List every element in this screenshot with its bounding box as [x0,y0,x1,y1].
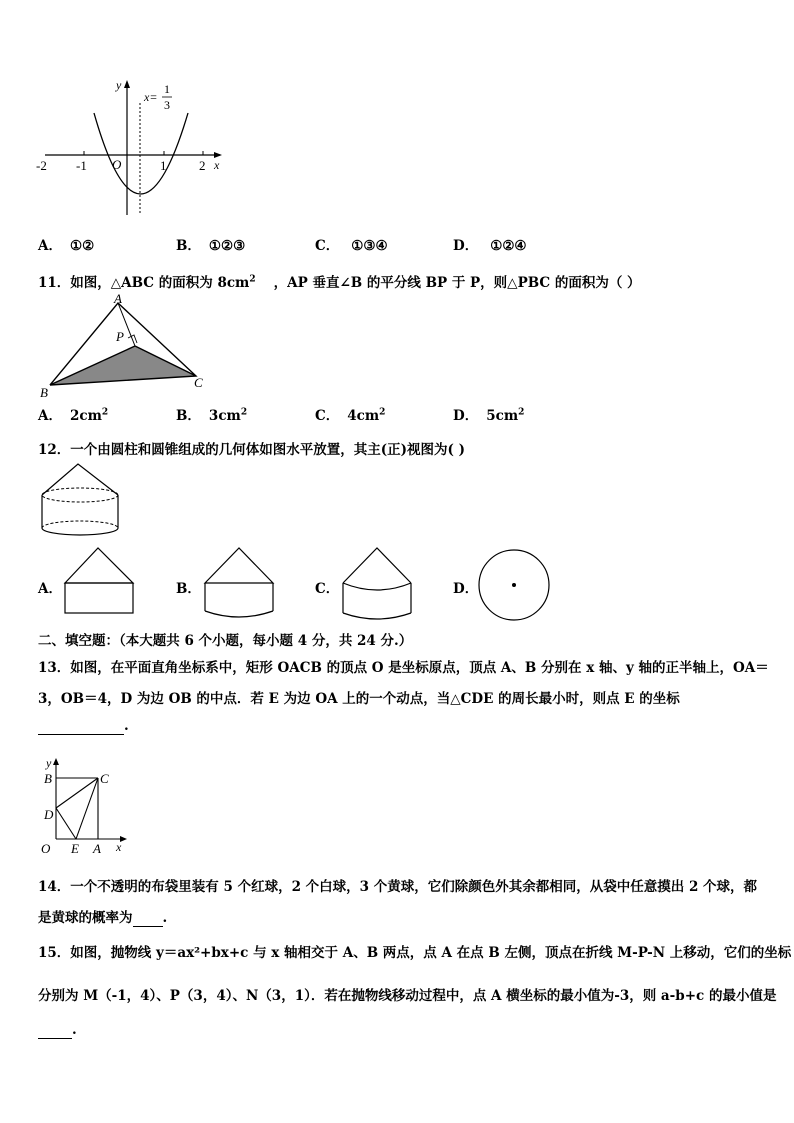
label-p: P [116,329,124,344]
option-letter: A． [38,238,62,254]
fig13-b: B [44,771,52,786]
option-b-figure[interactable] [202,545,277,620]
q14-blank[interactable] [133,910,163,927]
q14-line1: 14．一个不透明的布袋里装有 5 个红球，2 个白球，3 个黄球，它们除颜色外其余都相同，从袋中任意摸出 2 个球，都 [38,879,758,895]
q11-question: 11．如图，△ABC 的面积为 $8cm^2$ ，AP 垂直∠B 的平分线 BP 于 P，则△PBC 的面积为（ ） [38,274,641,291]
option-a-figure[interactable] [62,545,137,617]
graph-origin-label: O [112,157,122,172]
fig13-o: O [41,841,51,855]
q10-option-a[interactable] [38,234,94,254]
q12-option-c-label[interactable]: C． [315,581,340,597]
symmetry-label-den: 3 [164,98,170,112]
graph-tick-2: 2 [199,158,206,173]
q10-option-b[interactable] [176,234,245,254]
option-text: ①②③ [208,238,246,254]
q12-question: 12．一个由圆柱和圆锥组成的几何体如图水平放置，其主(正)视图为( ) [38,442,466,458]
q11-option-d[interactable]: D． $5cm^2$ [453,407,525,424]
q14-line2: 是黄球的概率为 . [38,910,168,926]
label-c: C [194,375,203,390]
symmetry-label-num: 1 [164,82,170,96]
symmetry-label-prefix: x= [144,90,158,104]
fig13-y: y [46,757,52,770]
q13-answer-line: . [38,718,129,735]
q11-option-a[interactable]: A． $2cm^2$ [38,407,109,424]
q11-option-b[interactable]: B． $3cm^2$ [176,407,248,424]
parabola-graph [30,75,230,220]
graph-tick-neg2: -2 [36,158,47,173]
q15-line1: 15．如图，抛物线 y＝ax²+bx+c 与 x 轴相交于 A、B 两点，点 A 在点 B 左侧，顶点在折线 M-P-N 上移动，它们的坐标 [38,945,792,961]
cylinder-cone-figure [38,460,128,540]
label-a: A [114,293,122,306]
q15-answer-line: . [38,1022,77,1039]
fig13-e: E [71,841,79,855]
triangle-figure [38,293,213,398]
fig13-c: C [100,771,109,786]
q15-blank[interactable] [38,1022,72,1039]
option-text: ①② [69,238,95,254]
option-letter: C． [315,238,340,254]
section-heading: 二、填空题：（本大题共 6 个小题，每小题 4 分，共 24 分.） [38,633,413,649]
option-d-figure[interactable] [476,547,552,623]
rectangle-figure [38,757,133,855]
q12-option-a-label[interactable]: A． [38,581,62,597]
graph-x-label: x [214,158,220,172]
label-b: B [40,385,48,398]
fig13-d: D [44,807,54,822]
q13-blank[interactable] [38,718,124,735]
q15-line2: 分别为 M（-1，4）、P（3，4）、N（3，1）．若在抛物线移动过程中，点 A 横坐标的最小值为-3，则 a-b+c 的最小值是 [38,988,777,1004]
q10-option-d[interactable] [453,234,527,254]
q13-line1: 13．如图，在平面直角坐标系中，矩形 OACB 的顶点 O 是坐标原点，顶点 A、B 分别在 x 轴、y 轴的正半轴上，OA＝ [38,660,769,676]
option-letter: B． [176,238,201,254]
option-text: ①③④ [351,238,388,254]
option-letter: D． [453,238,479,254]
q13-line2: 3，OB＝4，D 为边 OB 的中点．若 E 为边 OA 上的一个动点，当△CDE 的周长最小时，则点 E 的坐标 [38,691,680,707]
graph-tick-1: 1 [160,158,167,173]
option-text: ①②④ [490,238,527,254]
graph-tick-neg1: -1 [76,158,87,173]
q11-option-c[interactable]: C． $4cm^2$ [315,407,386,424]
fig13-x: x [116,840,122,854]
q10-option-c[interactable] [315,234,388,254]
q12-option-d-label[interactable]: D． [453,581,479,597]
graph-y-label: y [116,78,122,92]
fig13-a: A [93,841,101,855]
option-c-figure[interactable] [340,545,415,625]
q12-option-b-label[interactable]: B． [176,581,201,597]
